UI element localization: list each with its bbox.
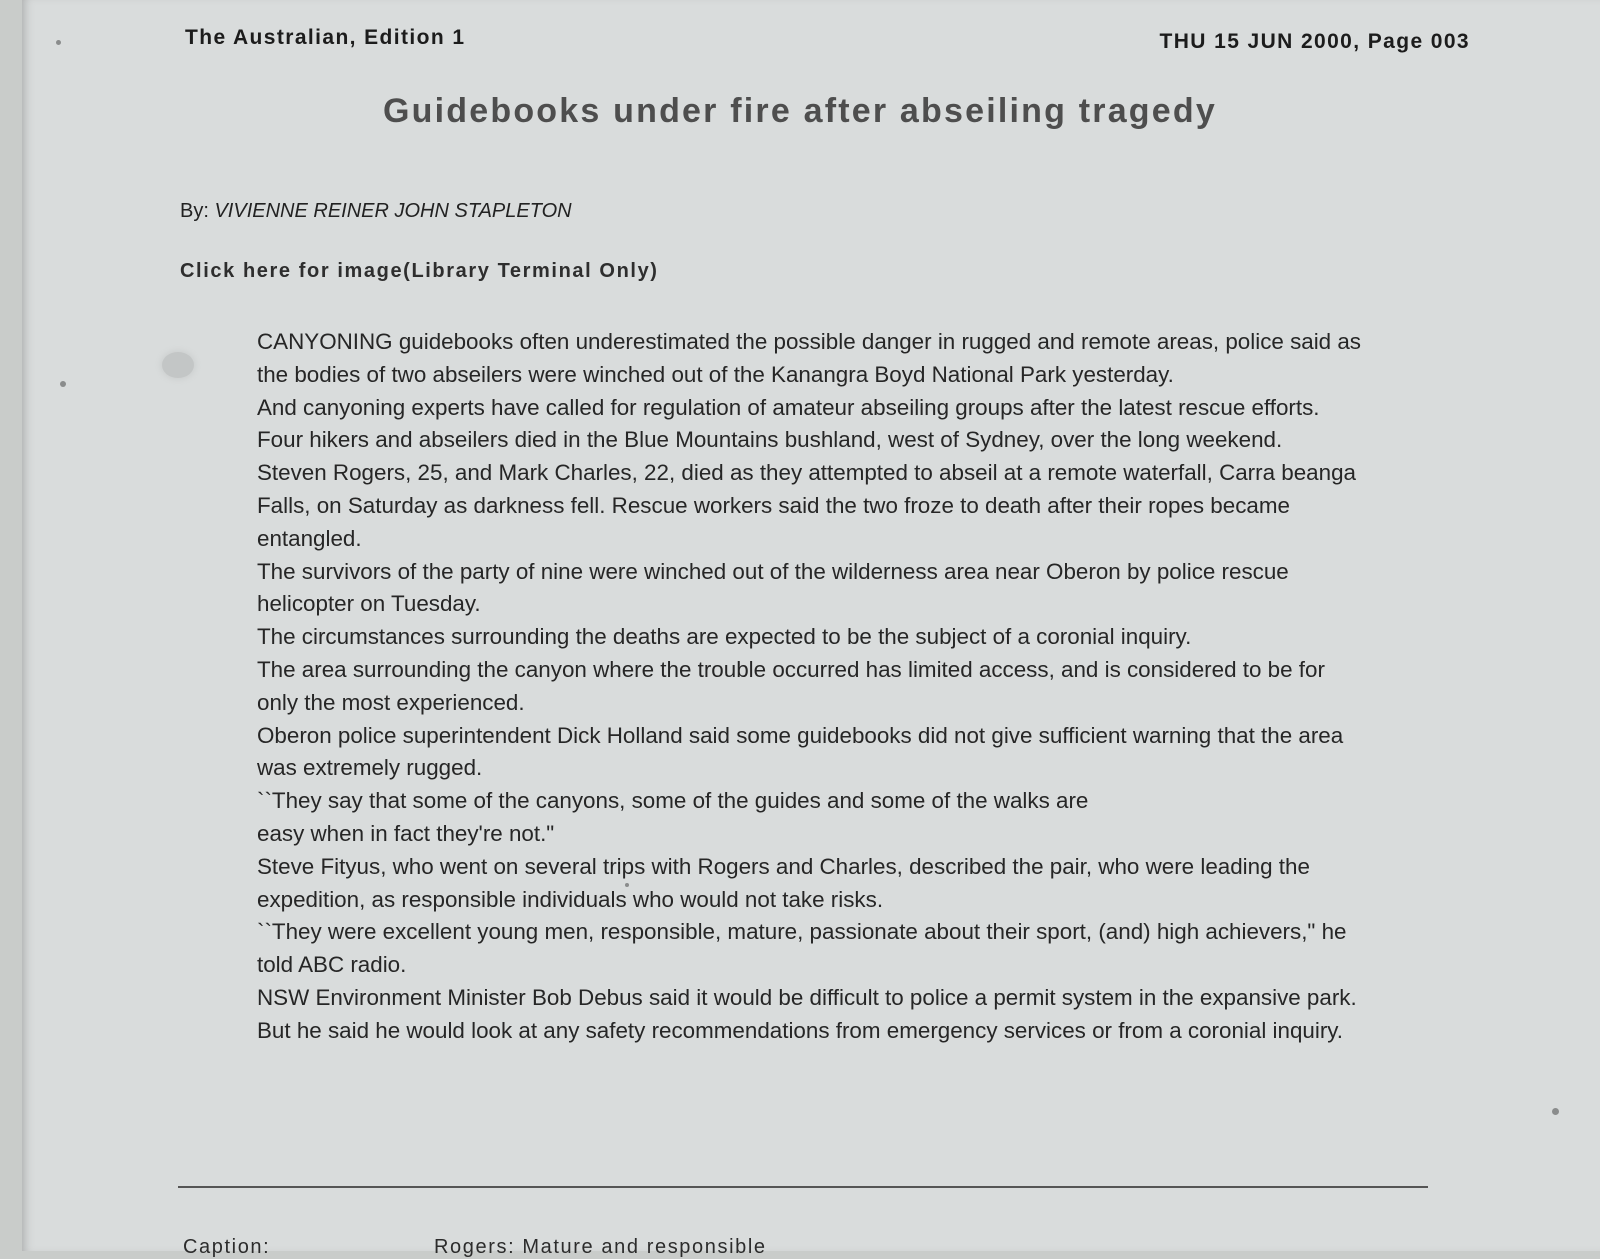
article-paragraph: And canyoning experts have called for regulation of amateur abseiling groups after the latest rescue efforts. Four hikers and abseilers died in the Blue Mountains bushland, west of Sydney, over the long weekend. bbox=[257, 394, 1320, 453]
byline-authors: VIVIENNE REINER JOHN STAPLETON bbox=[214, 200, 572, 222]
article-headline: Guidebooks under fire after abseiling tragedy bbox=[383, 92, 1217, 130]
article-paragraph: The circumstances surrounding the deaths are expected to be the subject of a coronial inquiry. bbox=[257, 624, 1192, 650]
article-body bbox=[257, 326, 1367, 1048]
article-paragraph: The area surrounding the canyon where the trouble occurred has limited access, and is considered to be for only the most experienced. bbox=[257, 656, 1325, 715]
article-paragraph: But he said he would look at any safety recommendations from emergency services or from a coronial inquiry. bbox=[257, 1017, 1344, 1043]
article-byline bbox=[180, 200, 572, 223]
publication-date-page: THU 15 JUN 2000, Page 003 bbox=[1159, 30, 1470, 53]
scan-speck bbox=[1552, 1108, 1559, 1115]
scan-smudge bbox=[162, 352, 194, 378]
scan-speck bbox=[60, 381, 66, 387]
article-paragraph: The survivors of the party of nine were winched out of the wilderness area near Oberon by police rescue helicopter on Tuesday. bbox=[257, 558, 1289, 617]
article-paragraph: ``They say that some of the canyons, some of the guides and some of the walks are bbox=[257, 788, 1089, 814]
article-paragraph: Steven Rogers, 25, and Mark Charles, 22, died as they attempted to abseil at a remote waterfall, Carra beanga Falls, on Saturday as darkness fell. Rescue workers said the two froze to death after their ropes became entangled. bbox=[257, 460, 1356, 551]
byline-prefix: By: bbox=[180, 200, 215, 222]
caption-label: Caption: bbox=[183, 1236, 271, 1258]
caption-text: Rogers: Mature and responsible bbox=[434, 1236, 767, 1258]
article-paragraph: ``They were excellent young men, responsible, mature, passionate about their sport, (and) high achievers," he told ABC radio. bbox=[257, 919, 1347, 978]
article-paragraph: Oberon police superintendent Dick Holland said some guidebooks did not give sufficient warning that the area was extremely rugged. bbox=[257, 722, 1344, 781]
publication-name: The Australian, Edition 1 bbox=[185, 26, 466, 49]
image-link[interactable]: Click here for image(Library Terminal Only) bbox=[180, 260, 659, 282]
caption-divider bbox=[178, 1186, 1428, 1188]
scan-speck bbox=[56, 40, 61, 45]
article-paragraph: CANYONING guidebooks often underestimated the possible danger in rugged and remote areas, police said as the bodies of two abseilers were winched out of the Kanangra Boyd National Park yesterday. bbox=[257, 329, 1362, 387]
article-paragraph: Steve Fityus, who went on several trips with Rogers and Charles, described the pair, who were leading the expedition, as responsible individuals who would not take risks. bbox=[257, 853, 1310, 912]
article-paragraph: easy when in fact they're not." bbox=[257, 820, 555, 846]
article-paragraph: NSW Environment Minister Bob Debus said it would be difficult to police a permit system in the expansive park. bbox=[257, 984, 1357, 1010]
